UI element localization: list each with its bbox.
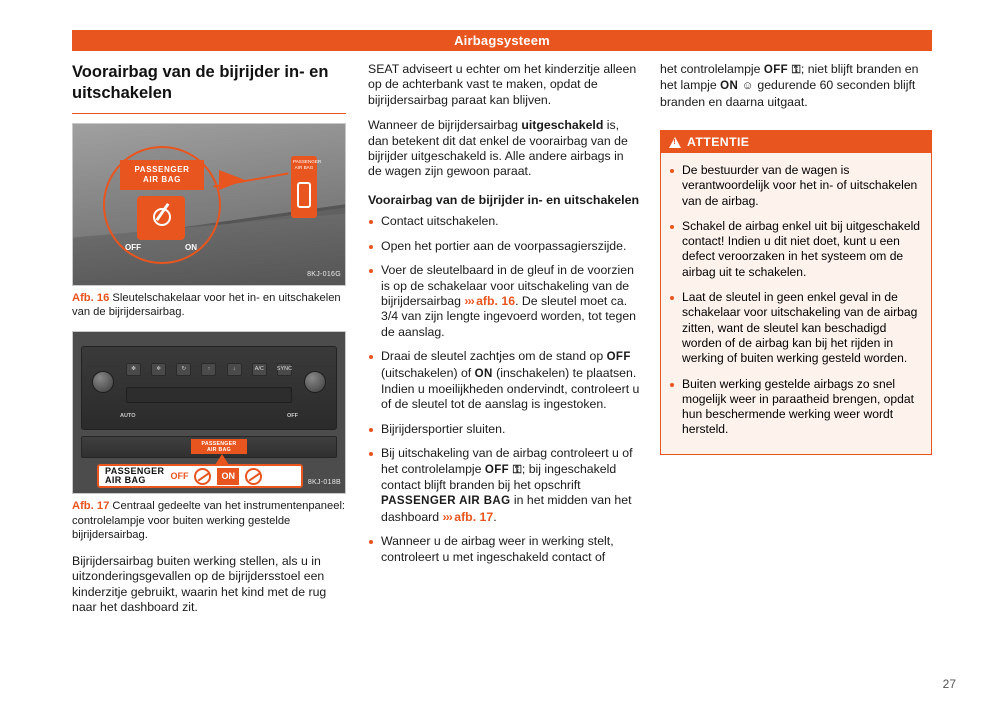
panel-button: ↻ [176,363,191,376]
attention-body [661,153,931,454]
glovebox-switch-label: PASSENGER AIR BAG [293,159,322,170]
text-run: in het midden van het dashboard [381,493,632,524]
figure-16-caption-text: Sleutelschakelaar voor het in- en uitschakelen van de bijrijdersairbag. [72,292,341,319]
paragraph-1: SEAT adviseert u echter om het kinderzitje alleen op de achterbank vast te maken, opdat de bijrijdersairbag paraat kan blijven. [368,62,637,107]
attention-list [669,163,921,438]
passenger-airbag-sticker [120,160,204,190]
page-header-banner [72,30,932,51]
callout-on-label: ON [217,468,239,485]
text-run: OFF [606,351,631,364]
header-title: Airbagsysteem [454,33,550,48]
figure-17-image [72,331,346,494]
text-run: Voer de sleutelbaard in de gleuf in de voorzien is op de schakelaar voor uitschakeling van de bijrijdersairbag [381,263,634,308]
paragraph-2-bold: uitgeschakeld [521,118,604,133]
text-run: afb. 17 [454,509,494,524]
text-run: ⚿ [509,463,522,476]
callout-line-1: PASSENGER [105,465,165,476]
column-middle [368,62,640,574]
procedure-step [368,534,640,565]
text-run: ››› [464,293,477,308]
left-dial-icon [92,371,114,393]
text-run: (uitschakelen) of [381,365,475,380]
paragraph-2-pre: Wanneer de bijrijdersairbag [368,118,522,133]
climate-control-panel [81,346,337,430]
panel-button-ac: A/C [252,363,267,376]
procedure-step [368,263,640,340]
text-run: afb. 16 [476,293,516,308]
procedure-step [368,214,640,229]
text-run: Contact uitschakelen. [381,214,499,229]
text-run: Draai de sleutel zachtjes om de stand op [381,349,607,364]
indicator-callout [97,464,303,488]
callout-off-label: OFF [170,470,189,481]
text-run: ; bij ingeschakeld contact blijft branden bij het opschrift [381,461,617,493]
figure-17-label: Afb. 17 [72,500,110,513]
attention-box [660,130,932,455]
text-run: OFF [484,463,510,476]
procedure-step [368,239,640,254]
text-run: PASSENGER AIR BAG [381,495,511,508]
callout-text [105,467,164,486]
section-subtitle: Voorairbag van de bijrijder in- en uitschakelen [368,192,640,207]
glovebox-switch-detail [291,156,322,218]
text-run: OFF ⚿ [763,64,801,76]
sticker-line-2: AIR BAG [143,175,181,184]
column-left [72,62,346,626]
page-number: 27 [942,677,956,691]
right-dial-icon [304,371,326,393]
warning-triangle-icon [669,137,681,148]
panel-button: ❄ [151,363,166,376]
panel-button: ↓ [227,363,242,376]
airbag-on-pictogram-icon [245,468,262,485]
callout-arrow-icon [219,170,245,190]
text-run: ››› [442,509,455,524]
text-run: . De sleutel moet ca. 3/4 van zijn lengte ingevoerd worden, tot tegen de aanslag. [381,293,636,339]
figure-16-image [72,123,346,286]
callout-line-2: AIR BAG [105,475,146,486]
sticker-line-1: PASSENGER [134,165,190,174]
figure-16 [72,123,346,319]
glovebox-keyhole-icon [297,182,311,208]
figure-17 [72,331,346,542]
procedure-step [368,422,640,437]
lamp-line-1: PASSENGER [201,440,237,447]
panel-button: ↑ [201,363,216,376]
procedure-step [368,349,640,413]
text-run: het controlelampje [660,62,764,76]
procedure-step [368,446,640,525]
panel-off-label: OFF [287,413,298,420]
figure-17-caption [72,499,346,542]
switch-on-label: ON [185,243,197,252]
figure-16-label: Afb. 16 [72,292,110,304]
switch-positions [125,240,197,255]
column-right [660,62,932,120]
key-switch-icon [137,196,185,240]
attention-heading-text: ATTENTIE [687,135,750,149]
lamp-line-2: AIR BAG [206,446,231,453]
paragraph-2-post: is, dan betekent dit dat enkel de voorairbag van de bijrijder uitgeschakeld is. Alle andere airbags in de wagen zijn gewoon paraat. [368,118,628,179]
page-title: Voorairbag van de bijrijder in- en uitschakelen [72,62,346,114]
text-run: ON ☺ [720,80,754,93]
text-run: Bijrijdersportier sluiten. [381,421,506,436]
figure-17-code: 8KJ-018B [307,479,341,486]
attention-header [661,131,931,153]
panel-button: ❇ [126,363,141,376]
airbag-off-pictogram-icon [194,468,211,485]
text-run: Wanneer u de airbag weer in werking stelt, controleert u met ingeschakeld contact of [381,534,614,564]
closing-paragraph: Bijrijdersairbag buiten werking stellen, als u in uitzonderingsgevallen op de bijrijdersstoel een kinderzitje gebruikt, waarin het kind met de rug naar het dashboard zit. [72,554,327,615]
panel-button-sync: SYNC [277,363,292,376]
switch-off-label: OFF [125,243,141,252]
text-run: ON [474,367,493,380]
passenger-airbag-indicator-lamp [191,439,247,454]
paragraph-2 [368,118,640,180]
paragraph-continued [660,62,932,110]
figure-16-caption [72,291,346,319]
attention-item: Buiten werking gestelde airbags zo snel mogelijk weer in paraatheid brengen, opdat hun beschermende werking weer wordt hersteld. [669,377,921,438]
figure-17-caption-text: Centraal gedeelte van het instrumentenpaneel: controlelampje voor buiten werking gestelde bijrijdersairbag. [72,500,346,541]
attention-item: Laat de sleutel in geen enkel geval in de schakelaar voor uitschakeling van de airbag zitten, want de sleutel kan beschadigd worden of de airbag kan bij het rijden in werking of buiten werking gesteld worden. [669,290,921,366]
attention-item: De bestuurder van de wagen is verantwoordelijk voor het in- of uitschakelen van de airbag. [669,163,921,209]
text-run: gedurende 60 seconden blijft branden en daarna uitgaat. [660,78,916,109]
text-run: Open het portier aan de voorpassagierszijde. [381,238,627,253]
panel-auto-label: AUTO [120,413,136,420]
text-run: ; niet blijft branden en het lampje [660,62,919,93]
panel-button-row [126,361,292,377]
text-run: (inschakelen) te plaatsen. Indien u moeilijkheden ondervindt, controleert u of de sleutel tot de aanslag is ingestoken. [381,365,640,412]
panel-display [126,387,292,403]
text-run: . [493,509,497,524]
attention-item: Schakel de airbag enkel uit bij uitgeschakeld contact! Indien u dit niet doet, kunt u een defect veroorzaken in het systeem om de airbag uit te schakelen. [669,219,921,280]
figure-16-code: 8KJ-016G [307,270,341,278]
procedure-list [368,214,640,565]
text-run: Bij uitschakeling van de airbag controleert u of het controlelampje [381,446,633,476]
